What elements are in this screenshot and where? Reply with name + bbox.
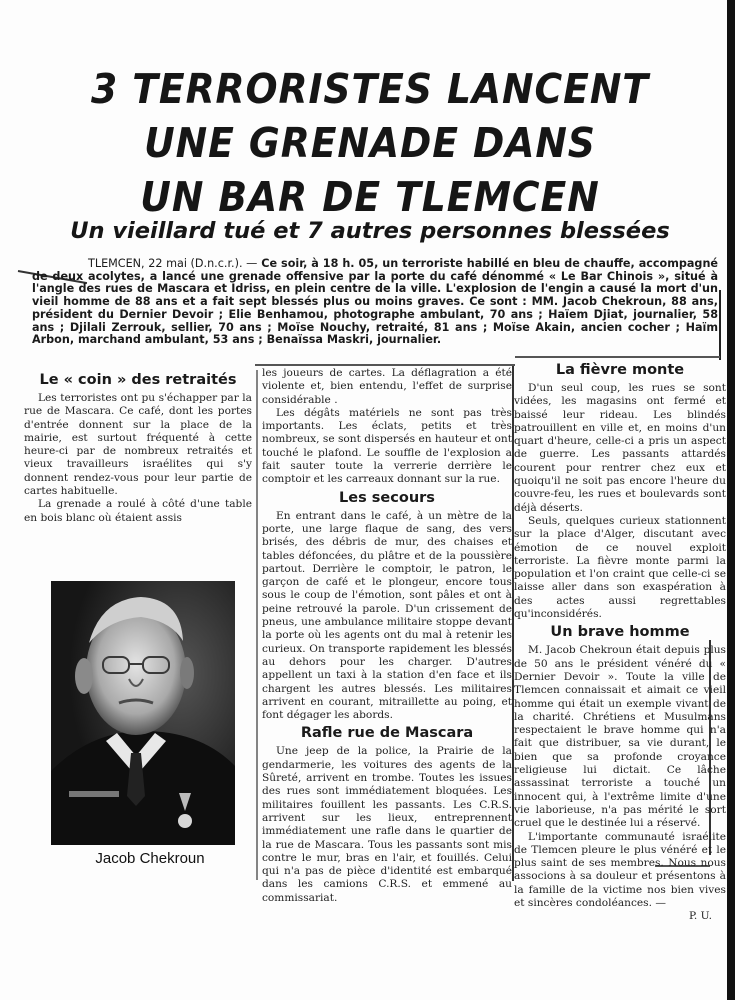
paragraph: Une jeep de la police, la Prairie de la gendarmerie, les voitures des agents de la Sûreté, arrivent en trombe. Toutes les issues des rues sont immédiatement bloquées. Les militaires fouillent les passants. Les C.R.S. arrivent sur les lieux, entreprennent immédiatement une rafle dans le quartier de la rue de Mascara. Tous les passants sont mis contre le mur, bras en l'air, et fouillés. Celui qui n'a pas de pièce d'identité est embarqué dans les camions C.R.S. et emmené au commissariat. <box>262 745 512 904</box>
paragraph: La grenade a roulé à côté d'une table en bois blanc où étaient assis <box>24 498 252 524</box>
column-divider <box>256 370 258 880</box>
dateline: TLEMCEN, 22 mai (D.n.c.r.). — <box>88 257 258 270</box>
paragraph: En entrant dans le café, à un mètre de la porte, une large flaque de sang, des vers brisés, des débris de mur, des chaises et tables défoncées, du plâtre et de la poussière partout. Derrière le comptoir, le patron, le garçon de café et le plongeur, encore tous sous le coup de l'émotion, sont pâles et ont à peine retrouvé la parole. D'un crissement de pneus, une ambulance militaire stoppe devant la porte où les agents ont du mal à retenir les curieux. On transporte rapidement les blessés au dehors pour les charger. D'autres appellent un taxi à la station d'en face et ils chargent les autres blessés. Les militaires arrivent en courant, mitraillette au poing, et font dégager les abords. <box>262 509 512 722</box>
headline <box>48 62 692 224</box>
scan-edge-bar <box>727 0 735 1000</box>
photo-caption: Jacob Chekroun <box>95 850 205 867</box>
portrait-image <box>51 581 235 845</box>
paragraph: les joueurs de cartes. La déflagration a été violente et, bien entendu, l'effet de surprise considérable . <box>262 367 512 406</box>
column-rule-top <box>515 356 720 358</box>
section-title-fievre: La fièvre monte <box>555 362 685 378</box>
section-title-brave: Un brave homme <box>550 624 690 641</box>
section-title-secours: Les secours <box>339 489 435 506</box>
section-title-coin: Le « coin » des retraités <box>39 372 237 388</box>
paragraph: L'importante communauté israélite de Tlemcen pleure le plus vénéré et le plus saint de ses membres. Nous nous associons à sa douleur et présentons à la famille de la victime nos bien vives et sincères condoléances. — <box>514 830 726 909</box>
column-2 <box>262 367 512 905</box>
paragraph: Seuls, quelques curieux stationnent sur la place d'Alger, discutant avec émotion de ce nouvel exploit terroriste. La fièvre monte parmi la population et l'on craint que celle-ci se laisse aller dans son exaspération à des actes aussi regrettables qu'inconsidérés. <box>514 514 726 621</box>
lead-rule <box>719 290 721 360</box>
portrait-photo <box>51 581 235 845</box>
column-1 <box>24 369 252 525</box>
headline-line: 3 TERRORISTES LANCENT <box>91 65 649 113</box>
subheadline: Un vieillard tué et 7 autres personnes blessées <box>70 218 670 244</box>
column-3 <box>514 359 726 924</box>
lead-paragraph <box>32 258 718 360</box>
section-title-rafle: Rafle rue de Mascara <box>300 725 474 742</box>
lead-text: Ce soir, à 18 h. 05, un terroriste habillé en bleu de chauffe, accompagné de deux acolytes, a lancé une grenade offensive par la porte du café dénommé « Le Bar Chinois », situé à l'angle des rues de Mascara et Idriss, en plein centre de la ville. L'explosion de l'engin a causé la mort d'un vieil homme de 88 ans et a fait sept blessés plus ou moins graves. Ce sont : MM. Jacob Chekroun, 88 ans, président du Dernier Devoir ; Elie Benhamou, photographe ambulant, 70 ans ; Haïem Djiat, journalier, 58 ans ; Djilali Zerrouk, sellier, 70 ans ; Moïse Nouchy, retraité, 81 ans ; Moïse Akain, ancien cocher ; Haïm Arbon, marchand ambulant, 53 ans ; Benaïssa Maskri, journalier. <box>32 257 718 347</box>
headline-line: UN BAR DE TLEMCEN <box>140 173 600 221</box>
paragraph: M. Jacob Chekroun était depuis plus de 50 ans le président vénéré du « Dernier Devoir ». Toute la ville de Tlemcen connaissait et aimait ce vieil homme qui était un exemple vivant de la charité. Chrétiens et Musulmans respectaient le brave homme qui n'a fait que distribuer, sa vie durant, le bien que sa profonde croyance religieuse lui dictait. Ce lâche assassinat terroriste a touché un innocent qui, à l'extrême limite d'une vie laborieuse, n'a pas mérité le sort cruel que le destinée lui a réservé. <box>514 644 726 830</box>
paragraph: Les terroristes ont pu s'échapper par la rue de Mascara. Ce café, dont les portes d'entrée donnent sur la place de la mairie, est surtout fréquenté à cette heure-ci par de nombreux retraités et vieux travailleurs israélites qui s'y donnent rendez-vous pour leur partie de cartes habituelle. <box>24 392 252 498</box>
paragraph: Les dégâts matériels ne sont pas très importants. Les éclats, petits et très nombreux, se sont dispersés en hauteur et ont touché le plafond. Le souffle de l'explosion a fait sauter toute la verrerie derrière le comptoir et les carreaux donnant sur la rue. <box>262 406 513 486</box>
column-rule-top <box>255 364 515 366</box>
paragraph: D'un seul coup, les rues se sont vidées, les magasins ont fermé et baissé leur rideau. Les blindés patrouillent en ville et, en moins d'un quart d'heure, celle-ci a pris un aspect de guerre. Les passants attardés courent pour rentrer chez eux et quoiqu'il ne soit pas encore l'heure du couvre-feu, les rues et boulevards sont déjà déserts. <box>514 382 726 514</box>
signature: P. U. <box>688 910 712 923</box>
headline-line: UNE GRENADE DANS <box>144 119 596 167</box>
